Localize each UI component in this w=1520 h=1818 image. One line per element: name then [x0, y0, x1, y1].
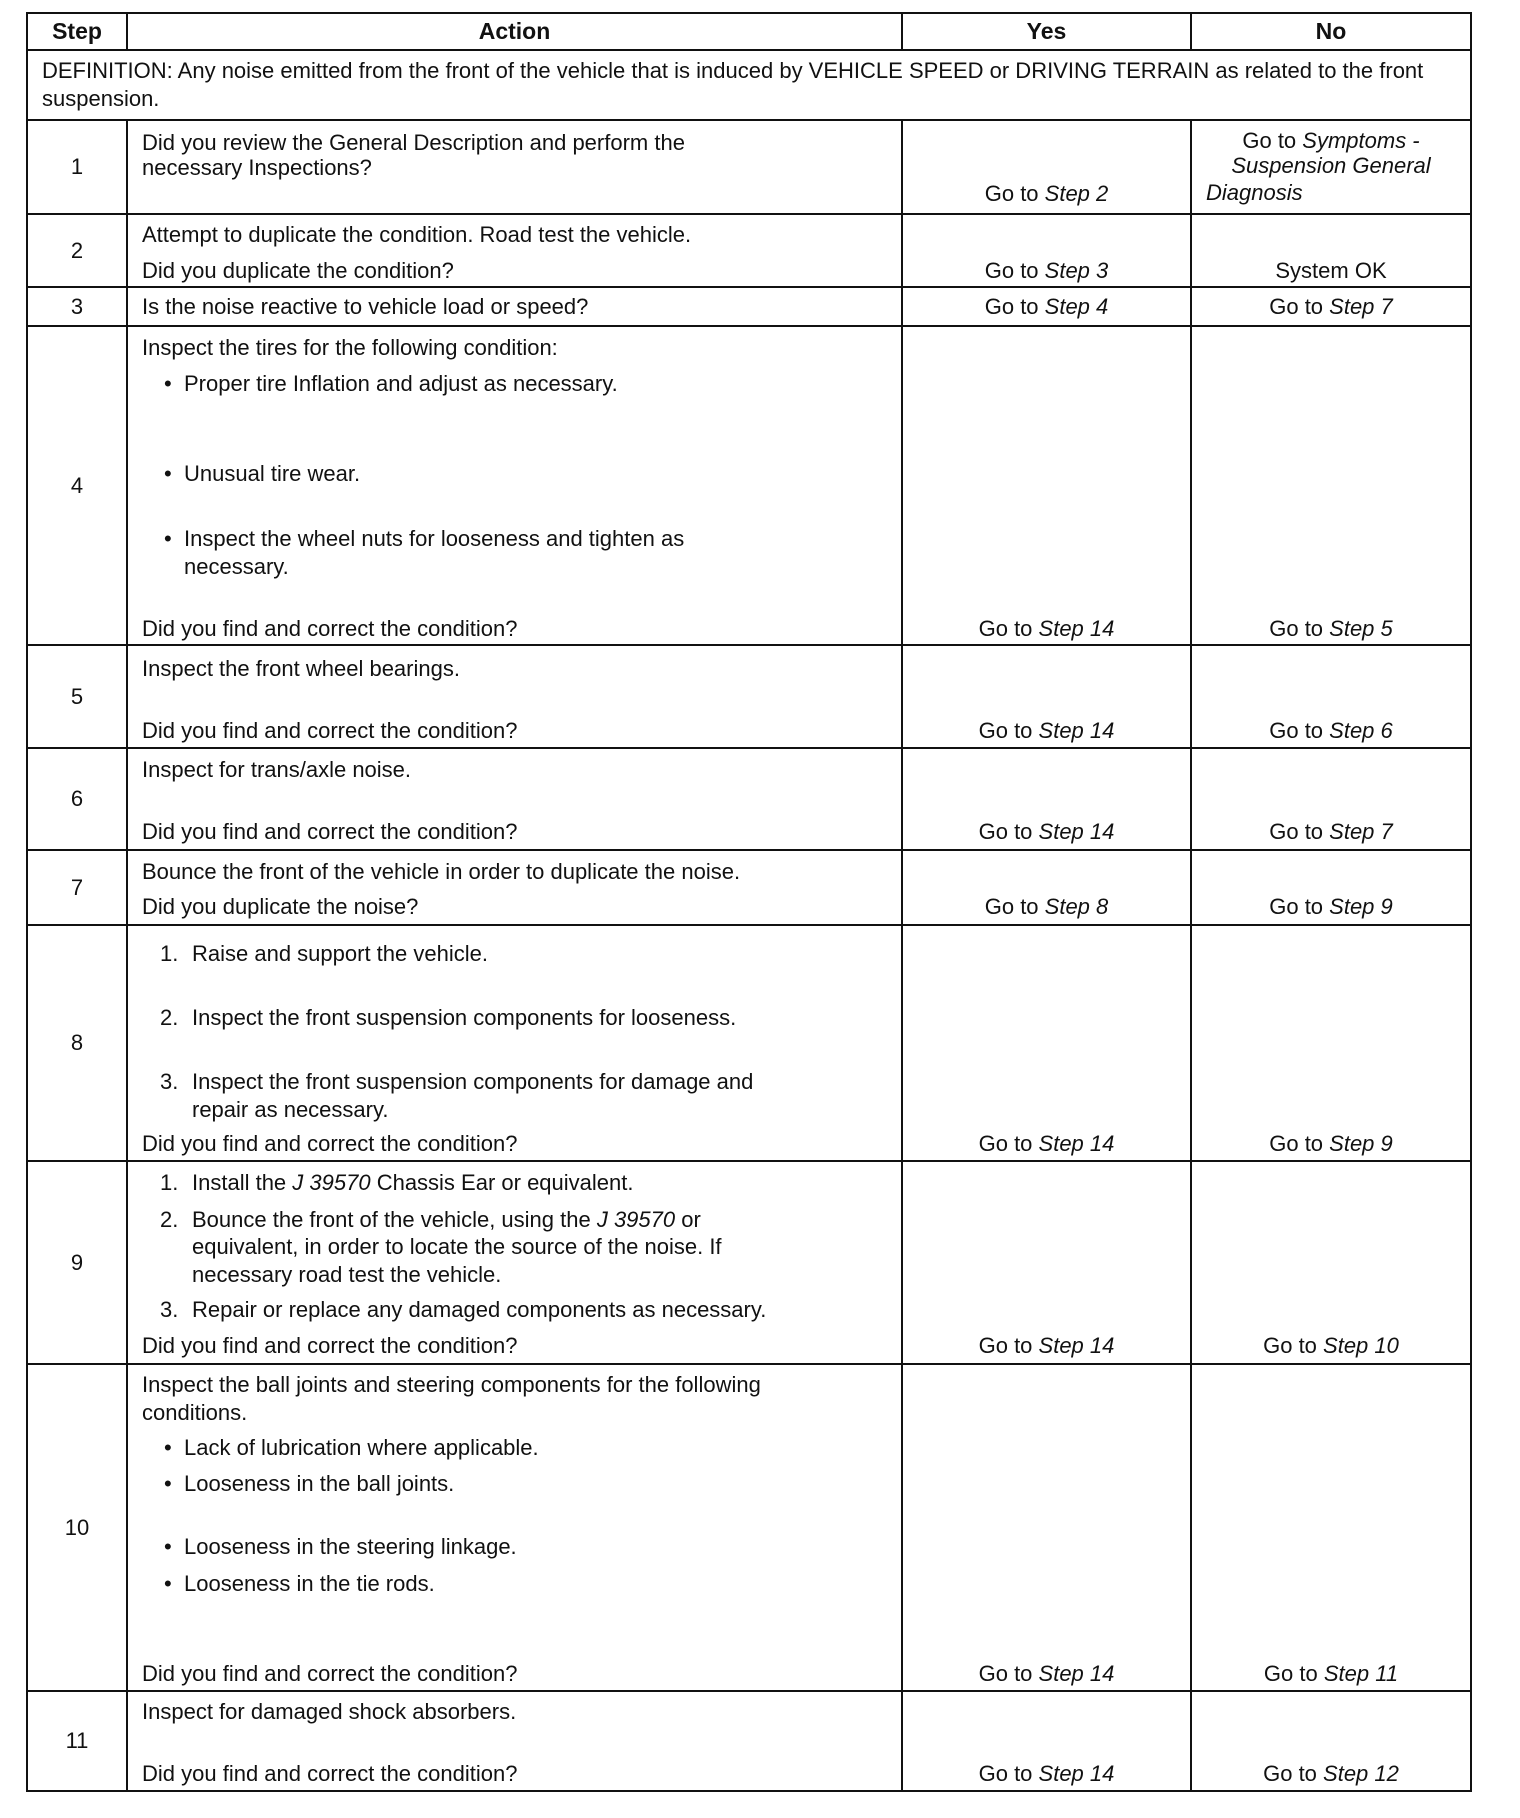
text-segment: conditions. — [142, 1400, 248, 1425]
action-cell — [128, 1365, 903, 1690]
yes-result — [903, 718, 1190, 744]
no-cell — [1192, 288, 1470, 325]
action-line — [142, 1372, 761, 1398]
reference-text: Step 7 — [1329, 294, 1393, 319]
table-row — [28, 213, 1470, 286]
action-cell — [128, 749, 903, 849]
text-segment: Did you review the General Description and perform the — [142, 130, 685, 155]
text-segment: Install the — [192, 1170, 293, 1195]
yes-result — [903, 258, 1190, 284]
action-cell — [128, 851, 903, 924]
reference-text: Step 11 — [1323, 1661, 1399, 1686]
text-segment: Go to — [1263, 1661, 1324, 1686]
text-segment: Did you duplicate the noise? — [142, 894, 419, 919]
reference-text: Step 14 — [1038, 718, 1115, 743]
yes-cell — [903, 215, 1192, 286]
reference-text: Step 14 — [1038, 616, 1115, 641]
reference-text: Step 9 — [1329, 1131, 1393, 1156]
no-cell — [1192, 646, 1470, 747]
text-segment: Raise and support the vehicle. — [192, 941, 488, 966]
bullet-icon: • — [164, 526, 172, 551]
yes-result — [903, 1131, 1190, 1157]
text-segment: Did you find and correct the condition? — [142, 718, 518, 743]
text-segment: or — [675, 1207, 701, 1232]
text-segment: Chassis Ear or equivalent. — [370, 1170, 634, 1195]
table-row — [28, 1363, 1470, 1690]
yes-result — [903, 181, 1190, 207]
action-line — [142, 718, 517, 744]
header-no: No — [1315, 18, 1347, 44]
no-result — [1192, 258, 1470, 284]
numbered-item — [160, 1069, 754, 1095]
action-line — [142, 616, 517, 642]
diagnostic-table — [26, 12, 1472, 1792]
text-segment: Bounce the front of the vehicle in order to duplicate the noise. — [142, 859, 741, 884]
bullet-item — [164, 461, 361, 487]
text-segment: Inspect the wheel nuts for looseness and tighten as — [184, 526, 685, 551]
header-row — [28, 14, 1470, 49]
text-segment: Go to — [984, 181, 1045, 206]
step-number: 3 — [28, 288, 128, 325]
definition-row — [28, 49, 1470, 119]
text-segment: Go to — [1269, 1131, 1330, 1156]
table-row — [28, 1690, 1470, 1790]
action-line — [142, 1131, 517, 1157]
bullet-item — [164, 1435, 539, 1461]
text-segment: Did you duplicate the condition? — [142, 258, 454, 283]
step-number: 7 — [28, 851, 128, 924]
text-segment: Did you find and correct the condition? — [142, 819, 518, 844]
yes-cell — [903, 1692, 1192, 1790]
text-segment: Did you find and correct the condition? — [142, 1131, 518, 1156]
text-segment: Did you find and correct the condition? — [142, 1761, 518, 1786]
text-segment: Go to — [978, 1661, 1039, 1686]
item-number: 2. — [160, 1207, 179, 1232]
text-segment: Did you find and correct the condition? — [142, 616, 518, 641]
text-segment: necessary road test the vehicle. — [192, 1262, 502, 1287]
yes-result — [903, 894, 1190, 920]
yes-result — [903, 1333, 1190, 1359]
text-segment: Inspect for damaged shock absorbers. — [142, 1699, 517, 1724]
action-line — [184, 554, 289, 580]
action-line — [192, 1262, 501, 1288]
reference-text: Step 8 — [1044, 894, 1109, 919]
text-segment: Did you find and correct the condition? — [142, 1661, 518, 1686]
action-line — [142, 1400, 247, 1426]
no-result — [1192, 718, 1470, 744]
no-result — [1192, 294, 1470, 320]
step-number: 4 — [28, 327, 128, 644]
numbered-item — [160, 1170, 634, 1196]
reference-text: Step 5 — [1329, 616, 1393, 641]
item-number: 1. — [160, 941, 179, 966]
bullet-icon: • — [164, 1471, 172, 1496]
text-segment: Go to — [984, 294, 1045, 319]
text-segment: Bounce the front of the vehicle, using the — [192, 1207, 597, 1232]
text-segment: Looseness in the ball joints. — [184, 1471, 455, 1496]
yes-cell — [903, 646, 1192, 747]
text-segment: Go to — [978, 1333, 1039, 1358]
yes-cell — [903, 121, 1192, 213]
reference-text: Step 9 — [1329, 894, 1393, 919]
item-number: 2. — [160, 1005, 179, 1030]
table-row — [28, 747, 1470, 849]
no-cell — [1192, 121, 1470, 213]
reference-text: Step 4 — [1044, 294, 1109, 319]
step-number: 6 — [28, 749, 128, 849]
yes-result — [903, 1661, 1190, 1687]
reference-text: Step 14 — [1038, 819, 1115, 844]
reference-text: Step 12 — [1323, 1761, 1399, 1786]
no-cell — [1192, 1365, 1470, 1690]
table-row — [28, 1160, 1470, 1363]
no-result — [1192, 819, 1470, 845]
item-number: 1. — [160, 1170, 179, 1195]
reference-text: Step 2 — [1044, 181, 1109, 206]
item-number: 3. — [160, 1297, 179, 1322]
table-row — [28, 325, 1470, 644]
text-segment: Inspect the ball joints and steering components for the following — [142, 1372, 761, 1397]
text-segment: Proper tire Inflation and adjust as necessary. — [184, 371, 618, 396]
action-line — [142, 656, 460, 682]
action-line — [192, 1234, 722, 1260]
action-cell — [128, 288, 903, 325]
action-line — [142, 294, 588, 320]
text-segment: equivalent, in order to locate the source of the noise. If — [192, 1234, 722, 1259]
text-segment: necessary. — [184, 554, 289, 579]
no-result — [1192, 616, 1470, 642]
action-line — [142, 155, 372, 181]
yes-result — [903, 616, 1190, 642]
action-line — [142, 1333, 517, 1359]
text-segment: Go to — [978, 1131, 1039, 1156]
yes-cell — [903, 1365, 1192, 1690]
text-segment: Attempt to duplicate the condition. Road test the vehicle. — [142, 222, 692, 247]
text-segment: Looseness in the steering linkage. — [184, 1534, 517, 1559]
text-segment: Go to — [1242, 128, 1303, 153]
step-number: 2 — [28, 215, 128, 286]
text-segment: Go to — [984, 258, 1045, 283]
action-line — [142, 130, 685, 156]
no-cell — [1192, 851, 1470, 924]
text-segment: Go to — [978, 819, 1039, 844]
action-line — [142, 222, 691, 248]
reference-text: J 39570 — [292, 1170, 371, 1195]
step-number: 9 — [28, 1162, 128, 1363]
action-line — [142, 757, 411, 783]
action-cell — [128, 926, 903, 1160]
reference-text: Step 3 — [1044, 258, 1109, 283]
step-number: 5 — [28, 646, 128, 747]
yes-cell — [903, 749, 1192, 849]
bullet-item — [164, 371, 618, 397]
bullet-item — [164, 1534, 517, 1560]
no-result — [1192, 1131, 1470, 1157]
yes-cell — [903, 327, 1192, 644]
item-number: 3. — [160, 1069, 179, 1094]
no-result — [1192, 1333, 1470, 1359]
bullet-item — [164, 526, 685, 552]
reference-text: Step 14 — [1038, 1131, 1115, 1156]
step-number: 8 — [28, 926, 128, 1160]
reference-text: Step 10 — [1323, 1333, 1399, 1358]
action-line — [142, 1661, 517, 1687]
action-line — [142, 894, 418, 920]
step-number: 11 — [28, 1692, 128, 1790]
text-segment: Go to — [1269, 294, 1330, 319]
text-segment: Go to — [984, 894, 1045, 919]
no-result — [1192, 153, 1470, 179]
text-segment: System OK — [1275, 258, 1387, 283]
no-cell — [1192, 327, 1470, 644]
no-result — [1206, 180, 1470, 206]
action-line — [142, 1761, 517, 1787]
bullet-icon: • — [164, 1435, 172, 1460]
table-row — [28, 644, 1470, 747]
header-action: Action — [128, 14, 903, 49]
text-segment: necessary Inspections? — [142, 155, 372, 180]
text-segment: Go to — [978, 718, 1039, 743]
action-cell — [128, 1162, 903, 1363]
bullet-icon: • — [164, 371, 172, 396]
text-segment: Go to — [1269, 819, 1330, 844]
action-cell — [128, 646, 903, 747]
text-segment: Inspect the front suspension components for looseness. — [192, 1005, 737, 1030]
table-row — [28, 119, 1470, 213]
yes-result — [903, 1761, 1190, 1787]
numbered-item — [160, 1297, 767, 1323]
yes-cell — [903, 851, 1192, 924]
no-cell — [1192, 1162, 1470, 1363]
text-segment: Go to — [978, 1761, 1039, 1786]
text-segment: Inspect for trans/axle noise. — [142, 757, 412, 782]
action-line — [142, 335, 558, 361]
yes-cell — [903, 926, 1192, 1160]
step-number: 1 — [28, 121, 128, 213]
action-cell — [128, 215, 903, 286]
bullet-item — [164, 1571, 435, 1597]
no-result — [1192, 1661, 1470, 1687]
numbered-item — [160, 941, 488, 967]
text-segment: Go to — [1269, 718, 1330, 743]
text-segment: Is the noise reactive to vehicle load or speed? — [142, 294, 589, 319]
reference-text: Diagnosis — [1206, 180, 1303, 205]
reference-text: Symptoms - — [1302, 128, 1420, 153]
bullet-icon: • — [164, 1571, 172, 1596]
text-segment: Unusual tire wear. — [184, 461, 361, 486]
action-line — [142, 258, 454, 284]
numbered-item — [160, 1005, 737, 1031]
yes-cell — [903, 288, 1192, 325]
text-segment: Inspect the front wheel bearings. — [142, 656, 460, 681]
reference-text: Step 14 — [1038, 1333, 1115, 1358]
action-line — [142, 819, 517, 845]
header-step: Step — [28, 14, 128, 49]
table-row — [28, 286, 1470, 325]
no-cell — [1192, 749, 1470, 849]
no-result — [1192, 128, 1470, 154]
action-cell — [128, 1692, 903, 1790]
yes-result — [903, 819, 1190, 845]
bullet-icon: • — [164, 1534, 172, 1559]
action-line — [192, 1097, 388, 1123]
text-segment: Looseness in the tie rods. — [184, 1571, 435, 1596]
reference-text: Suspension General — [1231, 153, 1431, 178]
text-segment: Lack of lubrication where applicable. — [184, 1435, 539, 1460]
text-segment: Repair or replace any damaged components as necessary. — [192, 1297, 767, 1322]
numbered-item — [160, 1207, 701, 1233]
reference-text: Step 7 — [1329, 819, 1393, 844]
no-result — [1192, 894, 1470, 920]
reference-text: Step 6 — [1329, 718, 1393, 743]
definition-text: DEFINITION: Any noise emitted from the front of the vehicle that is induced by VEHICLE SPEED or DRIVING TERRAIN as related to the front suspension. — [42, 58, 1424, 111]
table-row — [28, 849, 1470, 924]
no-cell — [1192, 1692, 1470, 1790]
bullet-icon: • — [164, 461, 172, 486]
reference-text: Step 14 — [1038, 1761, 1115, 1786]
step-number: 10 — [28, 1365, 128, 1690]
action-line — [142, 1699, 516, 1725]
no-cell — [1192, 215, 1470, 286]
text-segment: repair as necessary. — [192, 1097, 389, 1122]
text-segment: Go to — [978, 616, 1039, 641]
reference-text: J 39570 — [596, 1207, 676, 1232]
table-row — [28, 924, 1470, 1160]
no-cell — [1192, 926, 1470, 1160]
text-segment: Go to — [1263, 1333, 1324, 1358]
text-segment: Go to — [1269, 894, 1330, 919]
header-yes: Yes — [903, 14, 1192, 49]
no-result — [1192, 1761, 1470, 1787]
text-segment: Did you find and correct the condition? — [142, 1333, 518, 1358]
text-segment: Go to — [1263, 1761, 1324, 1786]
text-segment: Go to — [1269, 616, 1330, 641]
action-cell — [128, 121, 903, 213]
yes-result — [903, 294, 1190, 320]
action-cell — [128, 327, 903, 644]
reference-text: Step 14 — [1038, 1661, 1115, 1686]
yes-cell — [903, 1162, 1192, 1363]
action-line — [142, 859, 740, 885]
text-segment: Inspect the front suspension components for damage and — [192, 1069, 754, 1094]
text-segment: Inspect the tires for the following condition: — [142, 335, 558, 360]
bullet-item — [164, 1471, 455, 1497]
